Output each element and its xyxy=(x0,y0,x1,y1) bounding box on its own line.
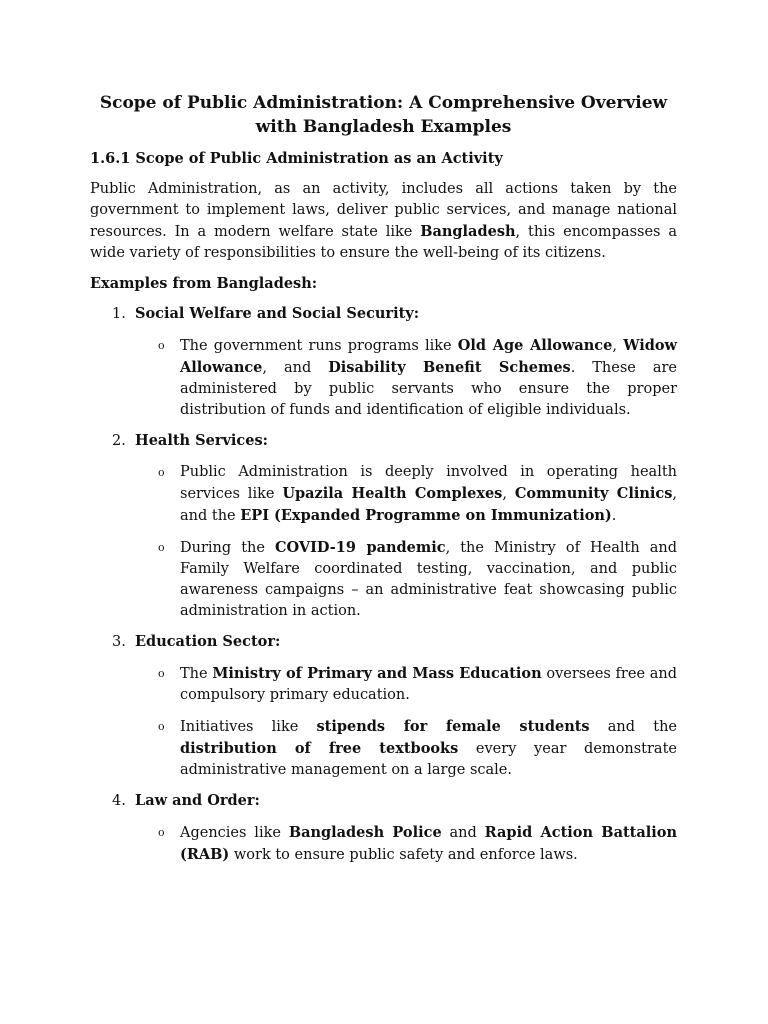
intro-text: Public Administration, as an activity, includes all actions taken by the government to implement laws, deliver public services, and manage national resources. In a modern welfare state like xyxy=(90,181,677,240)
bullet-text: , xyxy=(612,338,624,354)
bullet-text: The government runs programs like xyxy=(180,338,458,354)
category-number: 4. xyxy=(112,793,126,809)
bullet-marker-icon: o xyxy=(158,466,165,479)
document-title: Scope of Public Administration: A Comprehensive Overview with Bangladesh Examples xyxy=(99,93,668,137)
bullet-item xyxy=(90,716,677,781)
bullet-bold-text: Rapid Action Battalion (RAB) xyxy=(180,824,677,863)
category-heading xyxy=(90,431,677,451)
category-heading xyxy=(90,304,677,324)
intro-text: , this encompasses a wide variety of responsibilities to ensure the well-being of its citizens. xyxy=(90,224,677,261)
bullet-text: , and xyxy=(262,360,329,376)
bullet-bold-text: distribution of free textbooks xyxy=(180,740,459,757)
category-title: Education Sector: xyxy=(135,633,281,650)
category-title: Social Welfare and Social Security: xyxy=(135,305,420,322)
bullet-bold-text: Bangladesh Police xyxy=(288,824,442,841)
examples-list xyxy=(90,304,677,866)
bullet-text: and the xyxy=(589,719,677,735)
category-heading xyxy=(90,791,677,811)
intro-paragraph xyxy=(90,179,677,264)
bullet-marker-icon: o xyxy=(158,667,165,680)
example-category xyxy=(90,632,677,781)
bullet-text: and xyxy=(441,825,485,841)
bullet-bold-text: Community Clinics xyxy=(514,485,673,502)
bullet-item xyxy=(90,822,677,866)
bullet-item xyxy=(90,663,677,706)
bullet-item xyxy=(90,462,677,527)
example-category xyxy=(90,791,677,866)
bullet-bold-text: Disability Benefit Schemes xyxy=(328,359,571,376)
bullet-text: Agencies like xyxy=(180,825,289,841)
category-number: 3. xyxy=(112,634,126,650)
bullet-text: The xyxy=(180,666,213,682)
example-category xyxy=(90,431,677,622)
bullet-item xyxy=(90,335,677,421)
document-page xyxy=(90,91,677,876)
bullet-text: Public Administration is deeply involved in operating health services like xyxy=(180,464,677,502)
example-category xyxy=(90,304,677,421)
category-title: Law and Order: xyxy=(135,792,260,809)
category-number: 2. xyxy=(112,433,126,449)
intro-bold-text: Bangladesh xyxy=(420,223,516,240)
bullet-text: oversees free and compulsory primary education. xyxy=(180,666,678,703)
bullet-text: , the Ministry of Health and Family Welfare coordinated testing, vaccination, and public awareness campaigns – an administrative feat showcasing public administration in action. xyxy=(180,540,677,619)
category-title: Health Services: xyxy=(135,432,268,449)
bullet-marker-icon: o xyxy=(158,826,165,839)
bullet-bold-text: EPI (Expanded Programme on Immunization) xyxy=(240,507,612,524)
bullet-item xyxy=(90,537,677,622)
bullet-text: , xyxy=(502,486,515,502)
bullet-marker-icon: o xyxy=(158,541,165,554)
category-heading xyxy=(90,632,677,652)
section-heading: 1.6.1 Scope of Public Administration as an Activity xyxy=(90,150,503,167)
bullet-text: . These are administered by public servants who ensure the proper distribution of funds and identification of eligible individuals. xyxy=(180,360,677,418)
bullet-bold-text: Widow Allowance xyxy=(180,337,678,376)
bullet-text: every year demonstrate administrative management on a large scale. xyxy=(180,741,677,778)
bullet-text: work to ensure public safety and enforce laws. xyxy=(229,847,578,863)
bullet-bold-text: Ministry of Primary and Mass Education xyxy=(212,665,542,682)
bullet-bold-text: Old Age Allowance xyxy=(457,337,613,354)
bullet-text: . xyxy=(611,508,617,524)
bullet-text: , and the xyxy=(180,486,678,524)
bullet-bold-text: stipends for female students xyxy=(316,718,590,735)
bullet-bold-text: COVID-19 pandemic xyxy=(274,539,446,556)
bullet-bold-text: Upazila Health Complexes xyxy=(282,485,503,502)
bullet-marker-icon: o xyxy=(158,339,165,352)
bullet-marker-icon: o xyxy=(158,720,165,733)
examples-heading: Examples from Bangladesh: xyxy=(90,275,318,292)
bullet-text: Initiatives like xyxy=(180,719,317,735)
category-number: 1. xyxy=(112,306,126,322)
bullet-text: During the xyxy=(180,540,275,556)
